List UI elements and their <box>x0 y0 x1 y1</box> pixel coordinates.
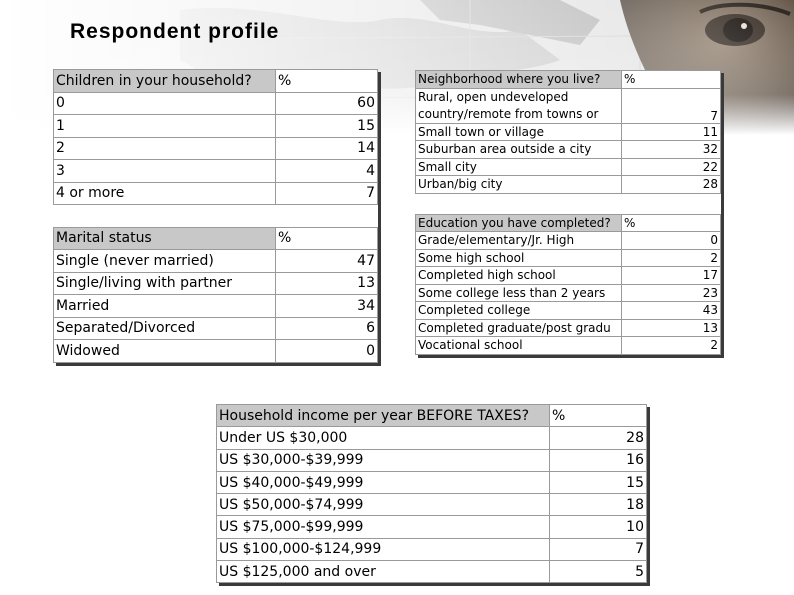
table-row <box>416 158 721 176</box>
row-value: 18 <box>550 494 647 516</box>
column-header: Neighborhood where you live? <box>416 71 622 89</box>
table-row <box>416 319 721 337</box>
row-label: Single (never married) <box>54 250 276 273</box>
table-row <box>416 141 721 159</box>
row-value: 22 <box>622 158 721 176</box>
table-row <box>416 267 721 285</box>
row-value: 7 <box>550 538 647 560</box>
row-label: Under US $30,000 <box>217 427 550 449</box>
table-row <box>217 516 647 538</box>
table-row <box>54 160 378 183</box>
row-value: 13 <box>276 272 378 295</box>
table-row <box>217 538 647 560</box>
row-value: 14 <box>276 137 378 160</box>
column-header: Children in your household? <box>54 70 276 93</box>
row-value: 6 <box>276 317 378 340</box>
table-row <box>217 449 647 471</box>
table-row <box>54 182 378 205</box>
table-header-row <box>416 71 721 89</box>
row-label: 4 or more <box>54 182 276 205</box>
row-label: Separated/Divorced <box>54 317 276 340</box>
income-table <box>216 404 647 583</box>
column-header: Education you have completed? <box>416 214 622 232</box>
row-label <box>416 88 622 123</box>
row-value: 5 <box>550 561 647 583</box>
percent-header: % <box>622 214 721 232</box>
row-value: 43 <box>622 302 721 320</box>
row-label: Completed graduate/post gradu <box>416 319 622 337</box>
row-label: 2 <box>54 137 276 160</box>
row-value: 10 <box>550 516 647 538</box>
row-label: Married <box>54 295 276 318</box>
table-row <box>217 561 647 583</box>
row-label: 0 <box>54 92 276 115</box>
table-row <box>217 494 647 516</box>
row-value <box>622 88 721 123</box>
table-row <box>54 340 378 363</box>
row-value: 15 <box>550 471 647 493</box>
row-label: Completed college <box>416 302 622 320</box>
row-value: 0 <box>622 232 721 250</box>
row-label: Single/living with partner <box>54 272 276 295</box>
row-label: US $40,000-$49,999 <box>217 471 550 493</box>
row-label-line1: Rural, open undeveloped <box>418 89 569 104</box>
row-value: 17 <box>622 267 721 285</box>
percent-header: % <box>622 71 721 89</box>
table-row <box>54 92 378 115</box>
row-label: US $30,000-$39,999 <box>217 449 550 471</box>
row-label: 1 <box>54 115 276 138</box>
row-value: 11 <box>622 123 721 141</box>
row-value: 34 <box>276 295 378 318</box>
row-label: Widowed <box>54 340 276 363</box>
table-row <box>54 272 378 295</box>
blank-cell <box>416 193 622 214</box>
table-row <box>54 250 378 273</box>
row-value: 32 <box>622 141 721 159</box>
row-value: 16 <box>550 449 647 471</box>
neighborhood-education-table <box>415 70 721 355</box>
row-label: US $125,000 and over <box>217 561 550 583</box>
table-row <box>416 249 721 267</box>
row-label: Small town or village <box>416 123 622 141</box>
table-row <box>416 176 721 194</box>
blank-cell <box>622 193 721 214</box>
row-value: 13 <box>622 319 721 337</box>
row-value: 28 <box>550 427 647 449</box>
blank-cell <box>276 205 378 228</box>
row-value: 28 <box>622 176 721 194</box>
children-marital-table <box>53 69 378 363</box>
row-label: Urban/big city <box>416 176 622 194</box>
slide-title: Respondent profile <box>70 20 280 43</box>
table-row <box>416 337 721 355</box>
table-row <box>54 115 378 138</box>
table-row <box>416 123 721 141</box>
row-label: Grade/elementary/Jr. High <box>416 232 622 250</box>
row-value: 7 <box>276 182 378 205</box>
row-label: 3 <box>54 160 276 183</box>
row-value: 2 <box>622 249 721 267</box>
row-value: 23 <box>622 284 721 302</box>
row-label: Small city <box>416 158 622 176</box>
row-label-line2: country/remote from towns or <box>418 106 599 121</box>
column-header: Marital status <box>54 227 276 250</box>
spacer-row <box>54 205 378 228</box>
table-row <box>54 317 378 340</box>
spacer-row <box>416 193 721 214</box>
table-header-row <box>416 214 721 232</box>
table-row <box>54 295 378 318</box>
table-header-row <box>217 405 647 427</box>
row-label: US $50,000-$74,999 <box>217 494 550 516</box>
row-label: Completed high school <box>416 267 622 285</box>
table-header-row <box>54 70 378 93</box>
table-row <box>54 137 378 160</box>
row-value-text: 7 <box>710 108 718 123</box>
row-value: 60 <box>276 92 378 115</box>
row-label: US $75,000-$99,999 <box>217 516 550 538</box>
percent-header: % <box>550 405 647 427</box>
table-row <box>217 471 647 493</box>
table-row <box>416 232 721 250</box>
row-label: US $100,000-$124,999 <box>217 538 550 560</box>
row-label: Vocational school <box>416 337 622 355</box>
table-row <box>416 302 721 320</box>
row-value: 0 <box>276 340 378 363</box>
column-header: Household income per year BEFORE TAXES? <box>217 405 550 427</box>
table-row <box>217 427 647 449</box>
row-value: 2 <box>622 337 721 355</box>
blank-cell <box>54 205 276 228</box>
table-header-row <box>54 227 378 250</box>
percent-header: % <box>276 227 378 250</box>
row-label: Suburban area outside a city <box>416 141 622 159</box>
row-value: 4 <box>276 160 378 183</box>
table-row <box>416 88 721 123</box>
table-row <box>416 284 721 302</box>
row-value: 47 <box>276 250 378 273</box>
row-label: Some college less than 2 years <box>416 284 622 302</box>
percent-header: % <box>276 70 378 93</box>
row-value: 15 <box>276 115 378 138</box>
row-label: Some high school <box>416 249 622 267</box>
